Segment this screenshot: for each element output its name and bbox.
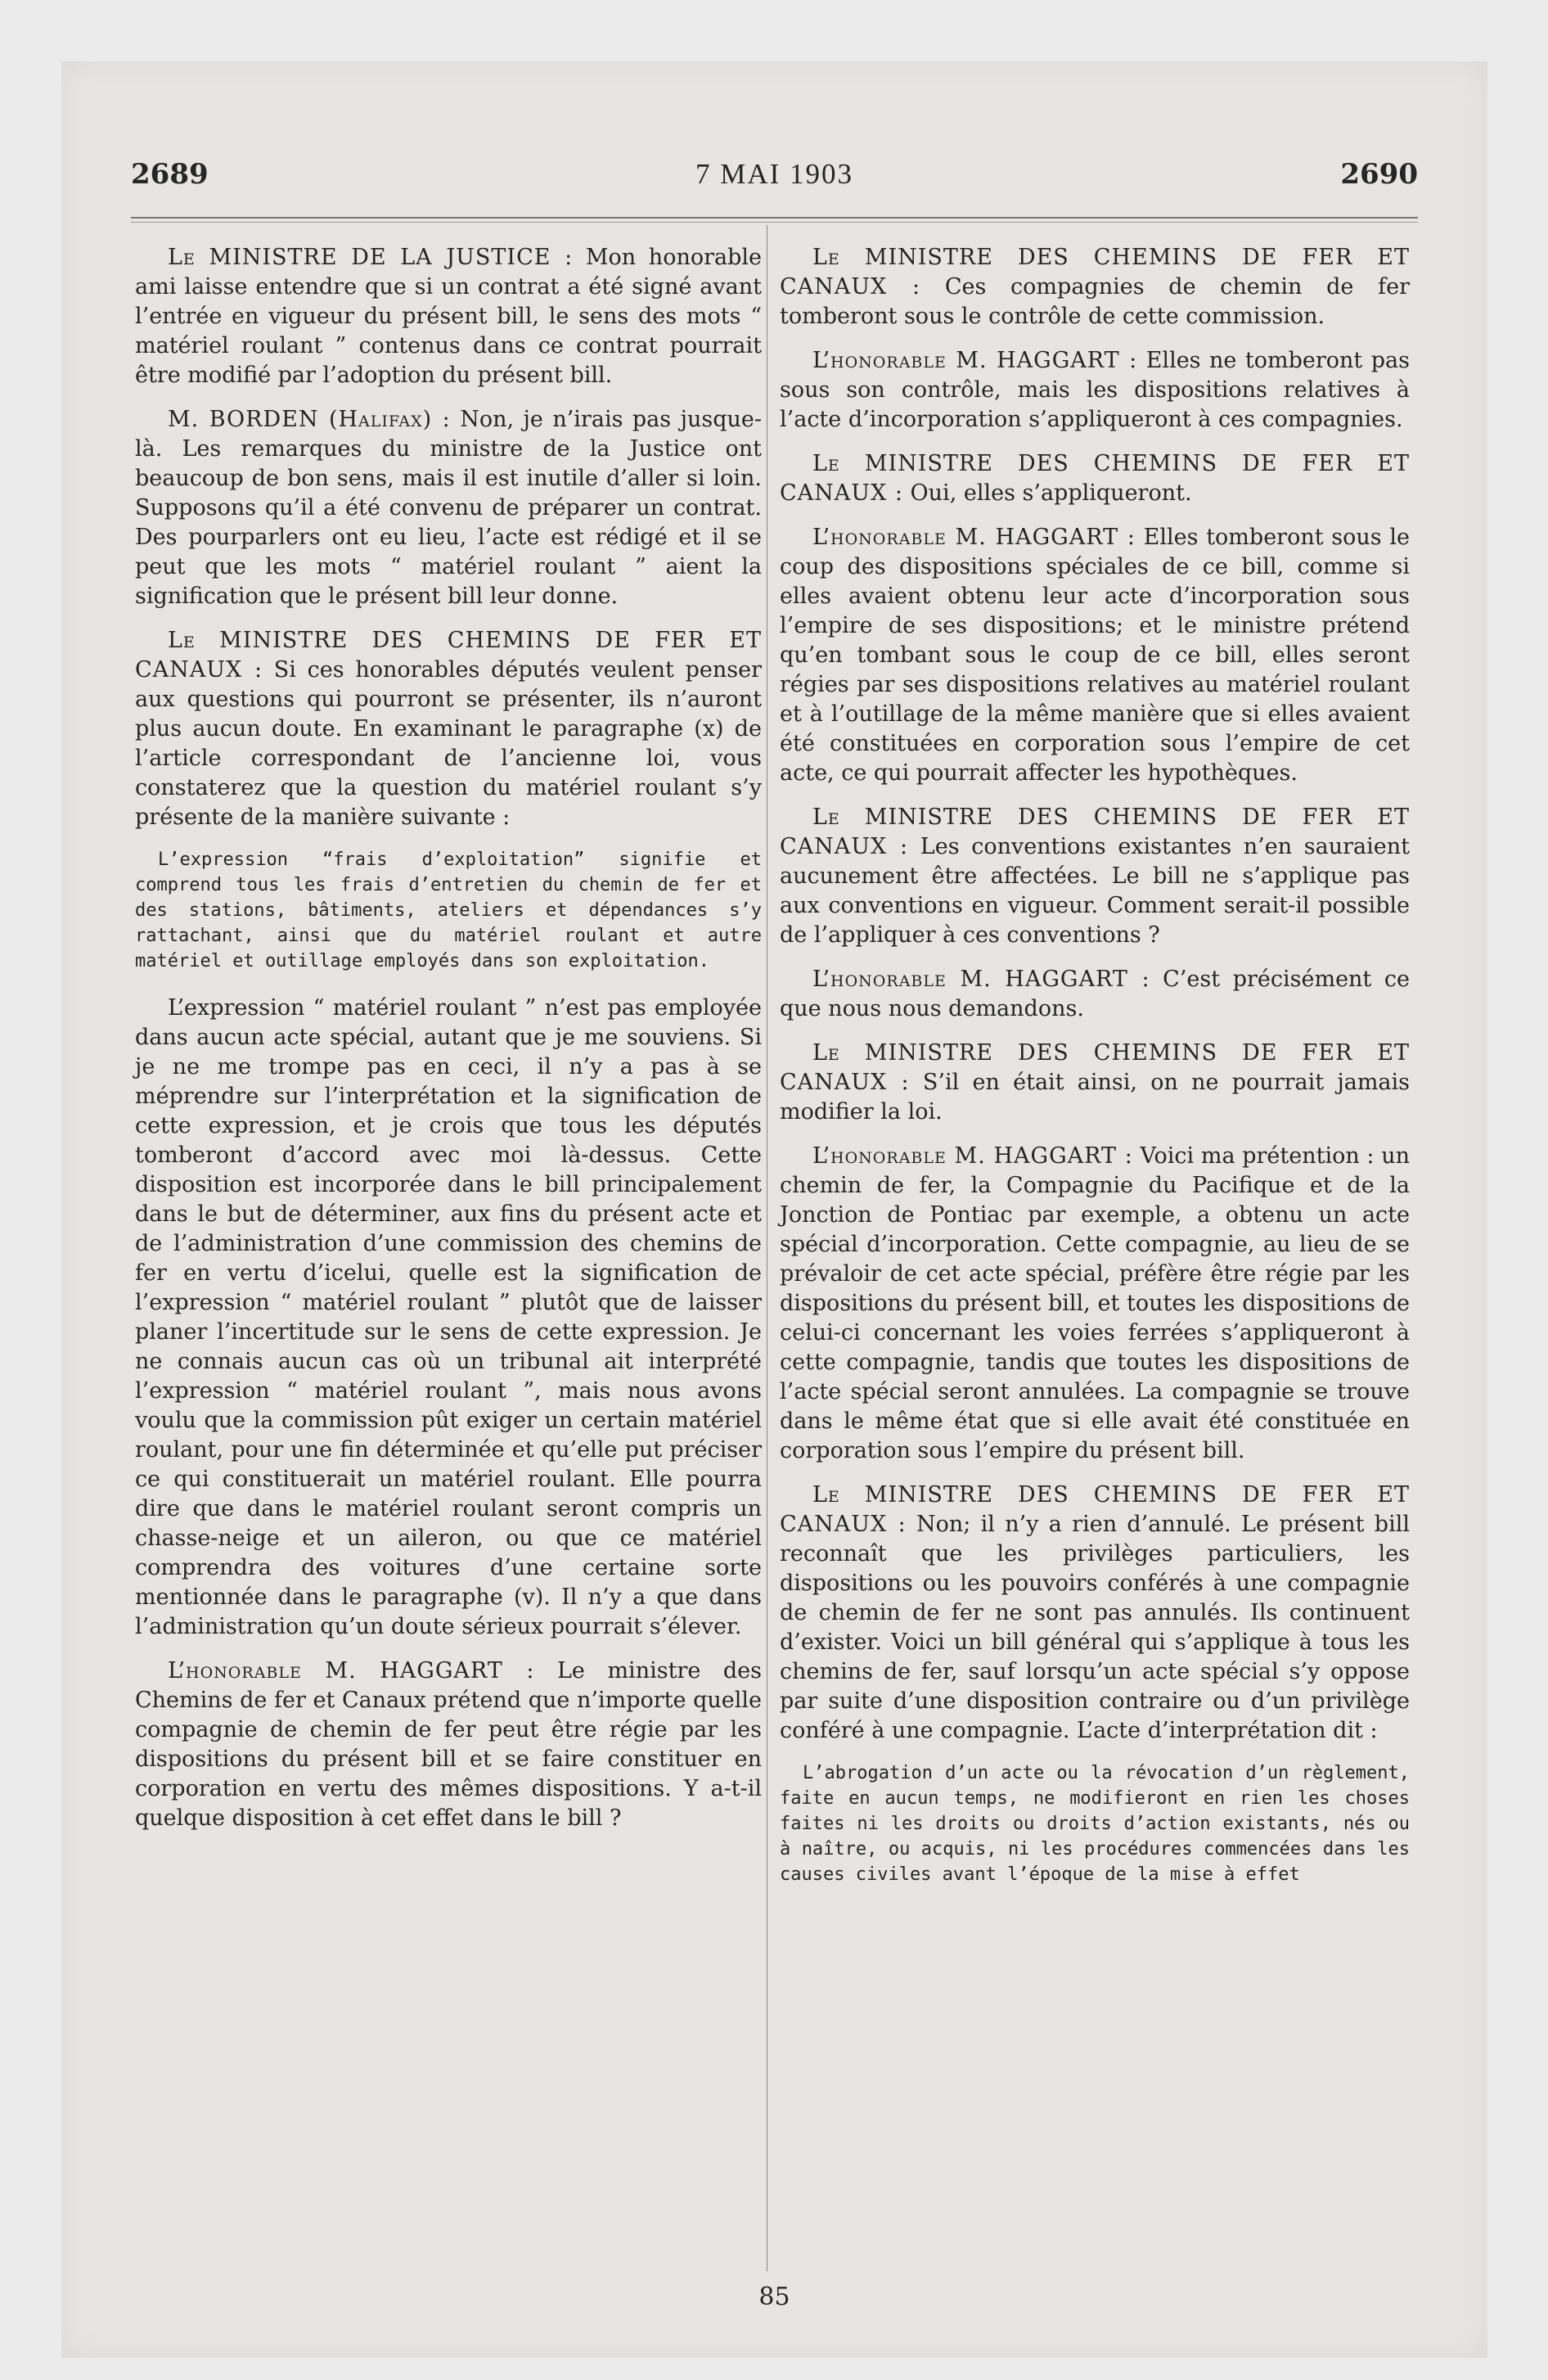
speech-paragraph	[780, 965, 1410, 1024]
speech-text: S’il en était ainsi, on ne pourrait jamais modifier la loi.	[780, 1070, 1411, 1125]
speech-paragraph	[780, 346, 1410, 435]
speech-text: Non; il n’y a rien d’annulé. Le présent bill reconnaît que les privilèges particuliers, les dispositions ou les pouvoirs conférés à une compagnie de chemin de fer ne sont pas annulés. Ils continuent d’exister. Voici un bill général qui s’applique à tous les chemins de fer, sauf lorsqu’un acte spécial s’y oppose par suite d’une disposition contraire ou d’un privilège conféré à une compagnie. L’acte d’interprétation dit :	[780, 1512, 1410, 1743]
speech-paragraph	[135, 626, 762, 832]
speech-text: Si ces honorables députés veulent penser aux questions qui pourront se présenter, ils n’auront plus aucun doute. En examinant le paragraphe (x) de l’article correspondant de l’ancienne loi, vous constaterez que la question du matériel roulant s’y présente de la manière suivante :	[135, 657, 762, 830]
speaker-name: Le MINISTRE DES CHEMINS DE FER ET CANAUX :	[780, 805, 1410, 859]
right-column	[780, 243, 1410, 1907]
speech-paragraph	[135, 405, 762, 611]
speech-paragraph	[780, 1481, 1410, 1746]
speech-text: Mon honorable ami laisse entendre que si un contrat a été signé avant l’entrée en vigueur du présent bill, le sens des mots “ matériel roulant ” contenus dans ce contrat pourrait être modifié par l’adoption du présent bill.	[135, 245, 762, 388]
speaker-name: Le MINISTRE DES CHEMINS DE FER ET CANAUX :	[780, 245, 1410, 300]
page-date: 7 MAI 1903	[695, 158, 854, 190]
speech-text: L’expression “ matériel roulant ” n’est pas employée dans aucun acte spécial, autant que je me souviens. Si je ne me trompe pas en ceci, il n’y a pas à se méprendre sur l’interprétation et la signification de cette expression, et je crois que tous les députés tomberont d’accord avec moi là-dessus. Cette disposition est incorporée dans le bill principalement dans le but de déterminer, aux fins du présent acte et de l’administration d’une commission des chemins de fer en vertu d’icelui, quelle est la signification de l’expression “ matériel roulant ” plutôt que de laisser planer l’incertitude sur le sens de cette expression. Je ne connais aucun cas où un tribunal ait interprété l’expression “ matériel roulant ”, mais nous avons voulu que la commission pût exiger un certain matériel roulant, pour une fin déterminée et qu’elle put préciser ce qui constituerait un matériel roulant. Elle pourra dire que dans le matériel roulant seront compris un chasse-neige et un aileron, ou que ce matériel comprendra des voitures d’une certaine sorte mentionnée dans le paragraphe (v). Il n’y a que dans l’administration qu’un doute sérieux pourrait s’élever.	[135, 995, 762, 1639]
speaker-name: L’honorable M. HAGGART :	[812, 348, 1138, 373]
speech-paragraph	[780, 803, 1410, 950]
speech-paragraph	[780, 1142, 1410, 1466]
speaker-name: L’honorable M. HAGGART :	[812, 1143, 1133, 1169]
footer-page-number: 85	[758, 2283, 790, 2311]
speaker-name: Le MINISTRE DES CHEMINS DE FER ET CANAUX :	[780, 451, 1410, 506]
speech-text: L’expression “frais d’exploitation” signifie et comprend tous les frais d’entretien du chemin de fer et des stations, bâtiments, ateliers et dépendances s’y rattachant, ainsi que du matériel roulant et autre matériel et outillage employés dans son exploitation.	[135, 850, 762, 971]
speech-paragraph	[780, 1039, 1410, 1127]
speaker-name: M. BORDEN (Halifax) :	[168, 407, 451, 432]
speech-text: Les conventions existantes n’en sauraient aucunement être affectées. Le bill ne s’applique pas aux conventions en vigueur. Comment serait-il possible de l’appliquer à ces conventions ?	[780, 834, 1410, 948]
header-rule-thin	[131, 222, 1418, 223]
header-rule	[131, 217, 1418, 219]
hansard-page	[61, 61, 1487, 2358]
speech-text: Oui, elles s’appliqueront.	[910, 480, 1192, 506]
speech-text: Non, je n’irais pas jusque-là. Les remarques du ministre de la Justice ont beaucoup de bon sens, mais il est inutile d’aller si loin. Supposons qu’il a été convenu de préparer un contrat. Des pourparlers ont eu lieu, l’acte est rédigé et il se peut que les mots “ matériel roulant ” aient la signification que le présent bill leur donne.	[135, 407, 762, 609]
speech-text: Voici ma prétention : un chemin de fer, la Compagnie du Pacifique et de la Jonction de Pontiac par exemple, a obtenu un acte spécial d’incorporation. Cette compagnie, au lieu de se prévaloir de cet acte spécial, préfère être régie par les dispositions du présent bill, et toutes les dispositions de celui-ci concernant les voies ferrées s’appliqueront à cette compagnie, tandis que toutes les dispositions de l’acte spécial seront annulées. La compagnie se trouve dans le même état que si elle avait été constituée en corporation sous l’empire du présent bill.	[780, 1143, 1410, 1463]
speech-paragraph	[135, 994, 762, 1642]
speech-text: Ces compagnies de chemin de fer tomberont sous le contrôle de cette commission.	[780, 274, 1410, 329]
speaker-name: Le MINISTRE DES CHEMINS DE FER ET CANAUX :	[135, 628, 762, 683]
speech-text: Elles ne tomberont pas sous son contrôle, mais les dispositions relatives à l’acte d’incorporation s’appliqueront à ces compagnies.	[780, 348, 1410, 432]
speaker-name: L’honorable M. HAGGART :	[812, 525, 1136, 550]
speaker-name: Le MINISTRE DES CHEMINS DE FER ET CANAUX :	[780, 1040, 1410, 1095]
speech-paragraph	[135, 1657, 762, 1833]
speaker-name: Le MINISTRE DE LA JUSTICE :	[168, 245, 574, 270]
quoted-text	[135, 847, 762, 974]
speech-paragraph	[780, 243, 1410, 331]
speech-paragraph	[780, 449, 1410, 508]
speaker-name: L’honorable M. HAGGART :	[168, 1658, 535, 1684]
speech-paragraph	[780, 523, 1410, 788]
speech-text: L’abrogation d’un acte ou la révocation d’un règlement, faite en aucun temps, ne modifieront en rien les choses faites ni les droits ou droits d’action existants, nés ou à naître, ou acquis, ni les procédures commencées dans les causes civiles avant l’époque de la mise à effet	[780, 1763, 1410, 1885]
quoted-text	[780, 1760, 1410, 1887]
page-number-right: 2690	[1340, 158, 1418, 191]
left-column	[135, 243, 762, 1848]
speech-text: C’est précisément ce que nous nous demandons.	[780, 967, 1410, 1021]
speech-text: Elles tomberont sous le coup des dispositions spéciales de ce bill, comme si elles avaient obtenu leur acte d’incorporation sous l’empire de ses dispositions; et le ministre prétend qu’en tombant sous le coup de ce bill, elles seront régies par ses dispositions relatives au matériel roulant et à l’outillage de la même manière que si elles avaient été constituées en corporation sous l’empire de cet acte, ce qui pourrait affecter les hypothèques.	[780, 525, 1410, 786]
speech-text: Le ministre des Chemins de fer et Canaux prétend que n’importe quelle compagnie de chemin de fer peut être régie par les dispositions du présent bill et se faire constituer en corporation en vertu des mêmes dispositions. Y a-t-il quelque disposition à cet effet dans le bill ?	[135, 1658, 762, 1831]
speaker-name: Le MINISTRE DES CHEMINS DE FER ET CANAUX :	[780, 1482, 1410, 1537]
page-number-left: 2689	[131, 158, 209, 191]
speaker-name: L’honorable M. HAGGART :	[812, 967, 1150, 992]
speech-paragraph	[135, 243, 762, 390]
